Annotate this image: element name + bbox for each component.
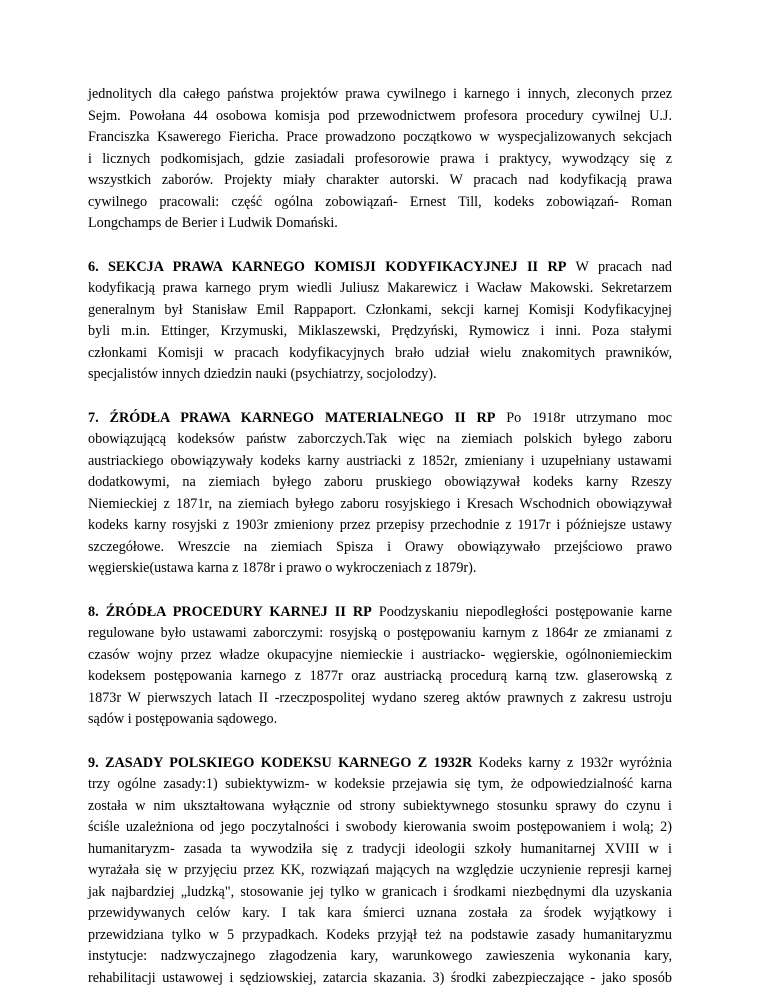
paragraph-gap (88, 386, 672, 408)
text-line (88, 257, 672, 279)
section-heading: 6. SEKCJA PRAWA KARNEGO KOMISJI KODYFIKACYJNEJ II RP (88, 259, 566, 275)
body-text: szczegółowe. Wreszcie na ziemiach Spisza i Orawy obowiązywało przejściowo prawo (88, 539, 672, 555)
text-line (88, 300, 672, 322)
text-line (88, 278, 672, 300)
body-text: dodatkowymi, na ziemiach byłego zaboru pruskiego obowiązywał kodeks karny Rzeszy (88, 474, 672, 490)
body-text: i licznych podkomisjach, gdzie zasiadali profesorowie prawa i praktycy, wywodzący się z (88, 151, 672, 167)
text-line (88, 946, 672, 968)
body-text: przewidywanych celów kary. I tak kara śmierci uznana została za środek wyjątkowy i (88, 905, 672, 921)
text-line (88, 106, 672, 128)
paragraph-gap (88, 580, 672, 602)
body-text: sądów i postępowania sądowego. (88, 711, 277, 727)
body-text: Niemieckiej z 1871r, na ziemiach byłego zaboru rosyjskiego i Kresach Wschodnich obowiązywał (88, 496, 672, 512)
body-text: wyrażała się w przyjęciu przez KK, rozwiązań mających na względzie uczynienie represji karnej (88, 862, 672, 878)
paragraph (88, 753, 672, 989)
text-line (88, 515, 672, 537)
body-text: generalnym był Stanisław Emil Rappaport. Członkami, sekcji karnej Komisji Kodyfikacyjnej (88, 302, 672, 318)
section-heading: 7. ŹRÓDŁA PRAWA KARNEGO MATERIALNEGO II RP (88, 410, 495, 426)
text-line (88, 839, 672, 861)
body-text: austriackiego obowiązywały kodeks karny austriacki z 1852r, zmieniany i uzupełniany ustawami (88, 453, 672, 469)
text-line (88, 494, 672, 516)
text-line (88, 903, 672, 925)
text-line (88, 429, 672, 451)
document-page (88, 84, 672, 989)
body-text: Po 1918r utrzymano moc (495, 410, 672, 426)
text-line (88, 882, 672, 904)
body-text: została w nim ukształtowana wyłącznie od strony subiektywnego stosunku sprawy do czynu i (88, 798, 672, 814)
body-text: jak najbardziej „ludzką", stosowanie jej tylko w granicach i środkami niezbędnymi dla uzyskania (88, 884, 672, 900)
body-text: obowiązującą kodeksów państw zaborczych.Tak więc na ziemiach polskich byłego zaboru (88, 431, 672, 447)
body-text: byli m.in. Ettinger, Krzymuski, Miklaszewski, Prędzyński, Rymowicz i inni. Poza stałymi (88, 323, 672, 339)
text-line (88, 213, 672, 235)
text-line (88, 753, 672, 775)
text-line (88, 192, 672, 214)
text-line (88, 84, 672, 106)
text-line (88, 408, 672, 430)
text-line (88, 364, 672, 386)
text-line (88, 343, 672, 365)
text-line (88, 666, 672, 688)
body-text: przewidziana tylko w 5 przypadkach. Kodeks przyjął też na podstawie zasady humanitaryzmu (88, 927, 672, 943)
body-text: cywilnego pracowali: część ogólna zobowiązań- Ernest Till, kodeks zobowiązań- Roman (88, 194, 672, 210)
body-text: trzy ogólne zasady:1) subiektywizm- w kodeksie przejawia się tym, że odpowiedzialność karna (88, 776, 672, 792)
text-line (88, 925, 672, 947)
body-text: Sejm. Powołana 44 osobowa komisja pod przewodnictwem profesora procedury cywilnej U.J. (88, 108, 672, 124)
body-text: Franciszka Ksawerego Fiericha. Prace prowadzono początkowo w wyspecjalizowanych sekcjach (88, 129, 672, 145)
body-text: kodyfikacją prawa karnego prym wiedli Juliusz Makarewicz i Wacław Makowski. Sekretarzem (88, 280, 672, 296)
text-line (88, 709, 672, 731)
text-line (88, 623, 672, 645)
text-line (88, 170, 672, 192)
text-line (88, 472, 672, 494)
body-text: jednolitych dla całego państwa projektów prawa cywilnego i karnego i innych, zleconych przez (88, 86, 672, 102)
text-line (88, 602, 672, 624)
paragraph (88, 257, 672, 386)
body-text: Kodeks karny z 1932r wyróżnia (472, 755, 672, 771)
body-text: regulowane było ustawami zaborczymi: rosyjską o postępowaniu karnym z 1864r ze zmianami z (88, 625, 672, 641)
text-line (88, 968, 672, 989)
body-text: W pracach nad (566, 259, 672, 275)
text-line (88, 321, 672, 343)
paragraph (88, 84, 672, 235)
paragraph-gap (88, 235, 672, 257)
body-text: kodeks karny rosyjski z 1903r zmieniony przez przepisy przechodnie z 1917r i późniejsze ustawy (88, 517, 672, 533)
text-line (88, 774, 672, 796)
paragraph (88, 602, 672, 731)
body-text: Longchamps de Berier i Ludwik Domański. (88, 215, 338, 231)
section-heading: 9. ZASADY POLSKIEGO KODEKSU KARNEGO Z 1932R (88, 755, 472, 771)
text-line (88, 817, 672, 839)
text-line (88, 451, 672, 473)
body-text: 1873r W pierwszych latach II -rzeczpospolitej wydano szereg aktów prawnych z zakresu ustroju (88, 690, 672, 706)
body-text: członkami Komisji w pracach kodyfikacyjnych brało udział wielu znakomitych prawników, (88, 345, 672, 361)
paragraph-gap (88, 731, 672, 753)
section-heading: 8. ŹRÓDŁA PROCEDURY KARNEJ II RP (88, 604, 372, 620)
body-text: kodeksem postępowania karnego z 1877r oraz austriacką procedurą karną tzw. glaserowską z (88, 668, 672, 684)
body-text: czasów wojny przez władze okupacyjne niemieckie i austriacko- węgierskie, ogólnoniemieckim (88, 647, 672, 663)
text-line (88, 796, 672, 818)
body-text: specjalistów innych dziedzin nauki (psychiatrzy, socjolodzy). (88, 366, 437, 382)
text-line (88, 860, 672, 882)
text-line (88, 127, 672, 149)
body-text: Poodzyskaniu niepodległości postępowanie karne (372, 604, 672, 620)
text-line (88, 645, 672, 667)
paragraph (88, 408, 672, 580)
text-line (88, 149, 672, 171)
body-text: węgierskie(ustawa karna z 1878r i prawo o wykroczeniach z 1879r). (88, 560, 476, 576)
body-text: rehabilitacji ustawowej i sędziowskiej, zatarcia skazania. 3) środki zabezpieczające - jako sposób (88, 970, 672, 986)
body-text: humanitaryzm- zasada ta wywodziła się z tradycji ideologii szkoły humanitarnej XVIII w i (88, 841, 672, 857)
text-line (88, 688, 672, 710)
body-text: instytucje: nadzwyczajnego złagodzenia kary, warunkowego zawieszenia wykonania kary, (88, 948, 672, 964)
text-line (88, 558, 672, 580)
body-text: ściśle uzależniona od jego poczytalności i swobody kierowania swoim postępowaniem i wolą; 2) (88, 819, 672, 835)
body-text: wszystkich zaborów. Projekty miały charakter autorski. W pracach nad kodyfikacją prawa (88, 172, 672, 188)
text-line (88, 537, 672, 559)
